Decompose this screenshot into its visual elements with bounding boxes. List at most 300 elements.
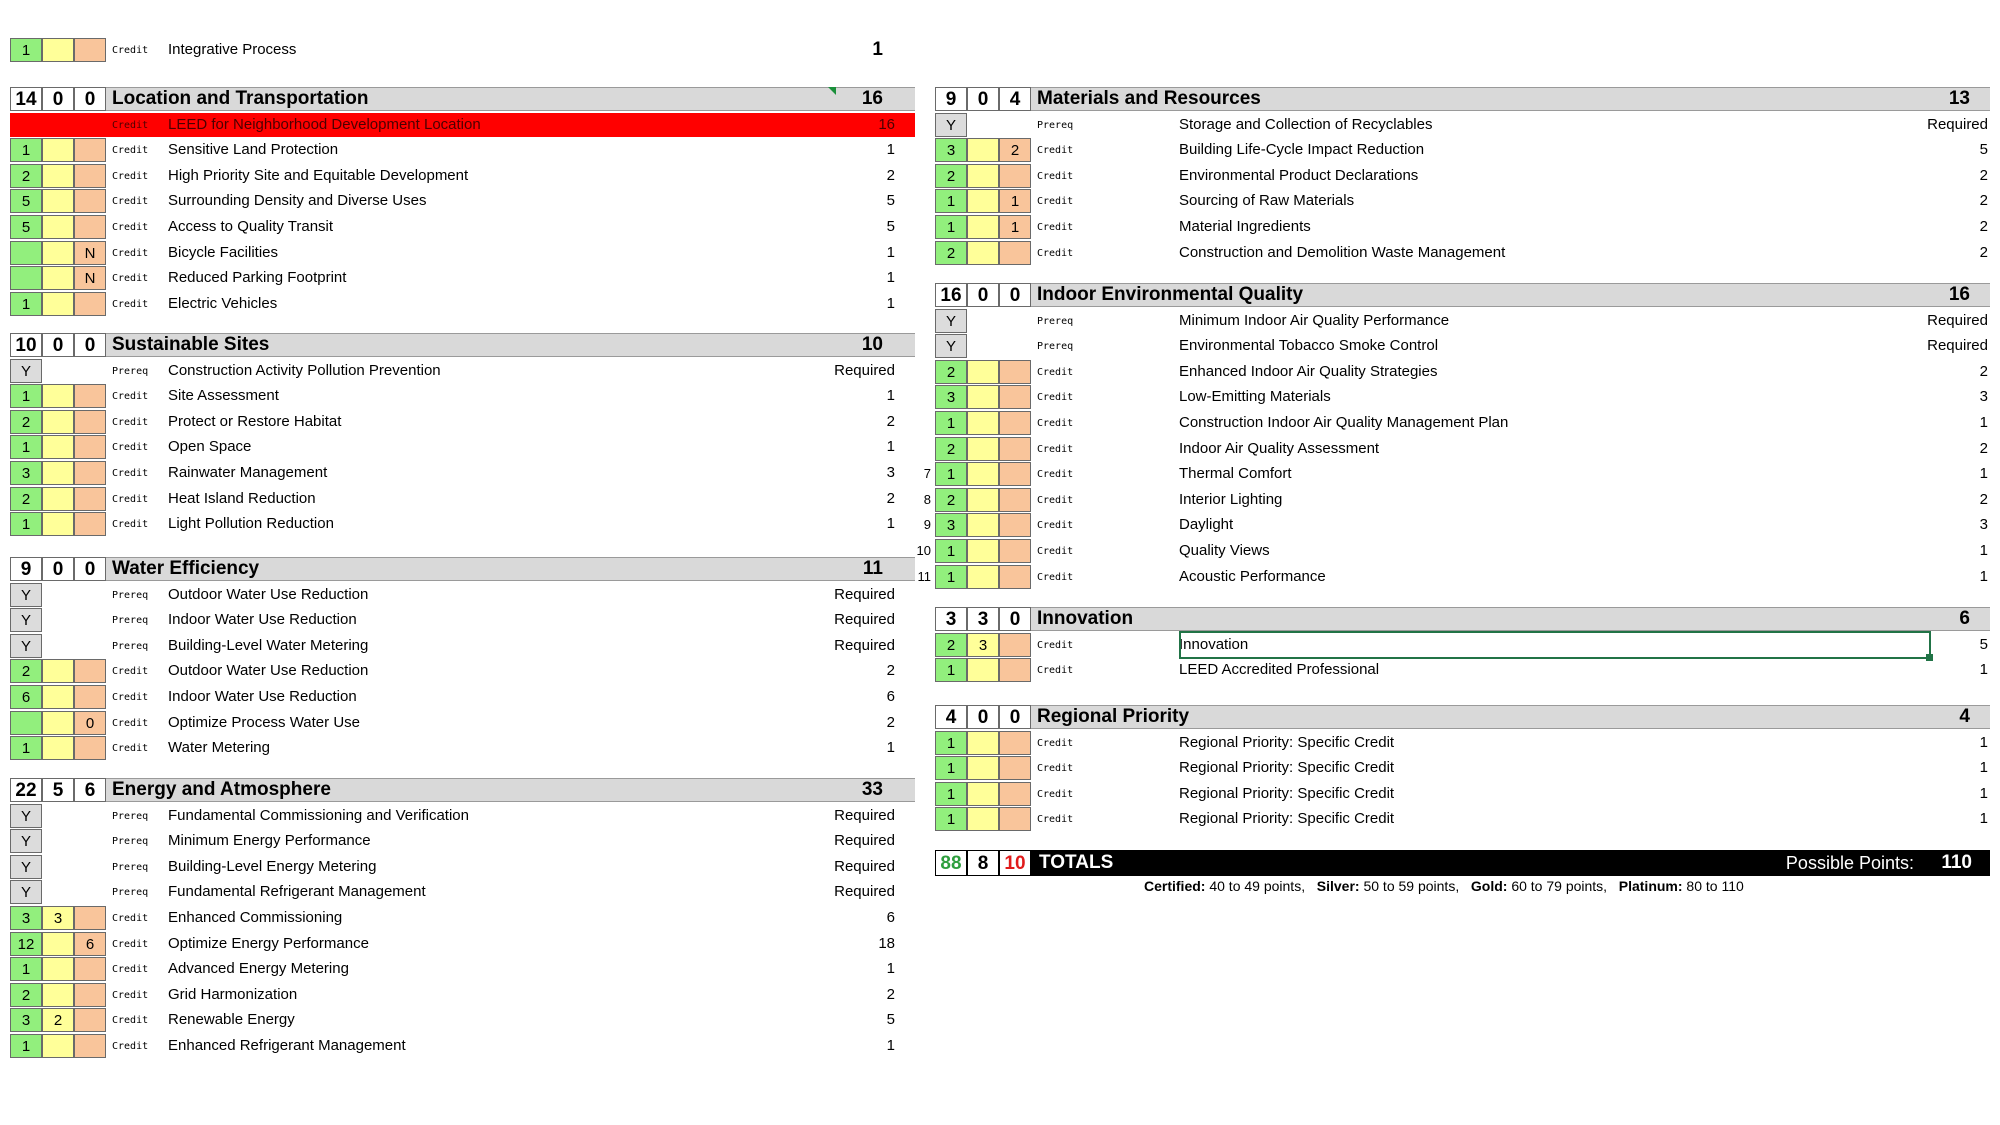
yes-cell[interactable]: 1 bbox=[10, 384, 42, 408]
item-name[interactable]: Outdoor Water Use Reduction bbox=[168, 662, 369, 680]
no-cell[interactable] bbox=[74, 292, 106, 316]
maybe-cell[interactable] bbox=[967, 807, 999, 831]
item-type-label: Credit bbox=[1037, 145, 1074, 157]
section-possible-points: 11 bbox=[862, 558, 883, 579]
maybe-cell[interactable]: 2 bbox=[42, 1008, 74, 1032]
maybe-cell[interactable] bbox=[967, 462, 999, 486]
item-name[interactable]: Environmental Tobacco Smoke Control bbox=[1179, 337, 1439, 355]
item-name[interactable]: Indoor Water Use Reduction bbox=[168, 611, 357, 629]
section-possible-points: 13 bbox=[1948, 88, 1970, 109]
item-points: 1 bbox=[1979, 567, 1988, 585]
item-name[interactable]: Access to Quality Transit bbox=[168, 218, 334, 235]
maybe-cell[interactable] bbox=[42, 435, 74, 459]
item-name[interactable]: Regional Priority: Specific Credit bbox=[1179, 759, 1395, 777]
item-points: 2 bbox=[886, 489, 895, 507]
maybe-cell[interactable] bbox=[42, 138, 74, 162]
yes-cell[interactable]: 1 bbox=[935, 756, 967, 780]
maybe-cell[interactable] bbox=[42, 487, 74, 511]
item-points: 6 bbox=[886, 688, 895, 705]
item-type-label: Credit bbox=[112, 222, 149, 233]
yes-cell[interactable]: 3 bbox=[10, 461, 42, 485]
no-cell[interactable] bbox=[74, 487, 106, 511]
credit-row bbox=[10, 461, 915, 485]
credit-row bbox=[935, 360, 1990, 384]
item-name[interactable]: Regional Priority: Specific Credit bbox=[1179, 810, 1395, 828]
item-name[interactable]: Advanced Energy Metering bbox=[168, 960, 349, 978]
credit-row bbox=[935, 411, 1990, 435]
credit-row bbox=[10, 410, 915, 434]
item-name[interactable]: Site Assessment bbox=[168, 387, 279, 405]
yes-cell[interactable]: 1 bbox=[935, 658, 967, 682]
item-type-label: Credit bbox=[112, 666, 149, 678]
yes-cell[interactable]: 12 bbox=[10, 932, 42, 956]
item-name[interactable]: Indoor Air Quality Assessment bbox=[1179, 439, 1380, 457]
yes-cell[interactable]: 1 bbox=[935, 807, 967, 831]
no-cell[interactable] bbox=[74, 983, 106, 1007]
maybe-cell[interactable] bbox=[42, 461, 74, 485]
prereq-status-cell[interactable]: Y bbox=[10, 359, 42, 383]
item-type-label: Credit bbox=[112, 692, 149, 703]
yes-cell[interactable]: 2 bbox=[10, 983, 42, 1007]
yes-cell[interactable]: 1 bbox=[935, 411, 967, 435]
item-points: 1 bbox=[1979, 465, 1988, 483]
section-maybe-total: 3 bbox=[967, 607, 999, 631]
no-cell[interactable] bbox=[999, 437, 1031, 461]
maybe-cell[interactable] bbox=[42, 164, 74, 188]
no-cell[interactable] bbox=[74, 685, 106, 709]
item-name[interactable]: Reduced Parking Footprint bbox=[168, 269, 347, 287]
no-cell[interactable] bbox=[74, 461, 106, 485]
yes-cell[interactable]: 2 bbox=[10, 659, 42, 683]
no-cell[interactable] bbox=[999, 658, 1031, 682]
maybe-cell[interactable] bbox=[42, 685, 74, 709]
yes-cell[interactable]: 1 bbox=[935, 462, 967, 486]
no-cell[interactable] bbox=[999, 539, 1031, 563]
item-name[interactable]: Interior Lighting bbox=[1179, 490, 1283, 508]
item-points: Required bbox=[1927, 311, 1988, 329]
no-cell[interactable] bbox=[999, 462, 1031, 486]
yes-cell[interactable]: 2 bbox=[935, 437, 967, 461]
no-cell[interactable] bbox=[999, 756, 1031, 780]
credit-row bbox=[935, 215, 1990, 239]
maybe-cell[interactable] bbox=[967, 731, 999, 755]
maybe-cell[interactable] bbox=[967, 241, 999, 265]
maybe-cell[interactable] bbox=[42, 659, 74, 683]
credit-row bbox=[923, 488, 1990, 512]
yes-cell[interactable] bbox=[10, 241, 42, 265]
yes-cell[interactable]: 1 bbox=[935, 539, 967, 563]
maybe-cell[interactable] bbox=[967, 189, 999, 213]
yes-cell[interactable]: 1 bbox=[935, 215, 967, 239]
no-cell[interactable] bbox=[999, 385, 1031, 409]
maybe-cell[interactable] bbox=[42, 1034, 74, 1058]
item-name[interactable]: Fundamental Refrigerant Management bbox=[168, 883, 426, 901]
yes-cell[interactable]: 2 bbox=[935, 241, 967, 265]
item-name[interactable]: Renewable Energy bbox=[168, 1011, 295, 1029]
section-no-total: 6 bbox=[74, 778, 106, 802]
yes-cell[interactable]: 1 bbox=[10, 38, 42, 62]
credit-row bbox=[935, 334, 1990, 358]
prereq-status-cell[interactable]: Y bbox=[935, 309, 967, 333]
item-points: 2 bbox=[886, 713, 895, 731]
item-points: 2 bbox=[1979, 192, 1988, 210]
item-name[interactable]: Building Life-Cycle Impact Reduction bbox=[1179, 141, 1425, 159]
item-name[interactable]: Low-Emitting Materials bbox=[1179, 388, 1331, 406]
no-cell[interactable]: 2 bbox=[999, 138, 1031, 162]
section-yes-total: 16 bbox=[935, 283, 967, 307]
yes-cell[interactable]: 3 bbox=[10, 906, 42, 930]
no-cell[interactable] bbox=[999, 360, 1031, 384]
yes-cell[interactable] bbox=[10, 266, 42, 290]
item-name[interactable]: LEED for Neighborhood Development Location bbox=[168, 115, 481, 133]
yes-cell[interactable]: 1 bbox=[935, 731, 967, 755]
item-name[interactable]: Heat Island Reduction bbox=[168, 489, 316, 507]
prereq-status-cell[interactable]: Y bbox=[10, 804, 42, 828]
credit-row bbox=[935, 437, 1990, 461]
yes-cell[interactable]: 6 bbox=[10, 685, 42, 709]
no-cell[interactable] bbox=[999, 565, 1031, 589]
maybe-cell[interactable] bbox=[42, 736, 74, 760]
credit-row bbox=[10, 880, 915, 904]
credit-row bbox=[10, 512, 915, 536]
no-cell[interactable]: N bbox=[74, 241, 106, 265]
credit-row bbox=[10, 359, 915, 383]
item-name[interactable]: Fundamental Commissioning and Verification bbox=[168, 806, 469, 824]
item-points: 1 bbox=[1979, 759, 1988, 777]
no-cell[interactable] bbox=[999, 488, 1031, 512]
maybe-cell[interactable] bbox=[967, 513, 999, 537]
item-points: 2 bbox=[1979, 243, 1988, 261]
yes-cell[interactable]: 1 bbox=[935, 189, 967, 213]
yes-cell[interactable]: 2 bbox=[935, 360, 967, 384]
section-title: Materials and Resources bbox=[1037, 88, 1261, 109]
maybe-cell[interactable] bbox=[967, 539, 999, 563]
maybe-cell[interactable] bbox=[42, 957, 74, 981]
item-name[interactable]: Enhanced Indoor Air Quality Strategies bbox=[1179, 362, 1438, 380]
item-type-label: Credit bbox=[112, 743, 149, 755]
credit-row bbox=[10, 685, 915, 709]
maybe-cell[interactable] bbox=[967, 488, 999, 512]
row-number: 7 bbox=[923, 466, 931, 482]
item-points: 5 bbox=[1979, 635, 1988, 653]
legend-level-range: 50 to 59 points, bbox=[1359, 878, 1464, 894]
maybe-cell[interactable] bbox=[967, 437, 999, 461]
prereq-status-cell[interactable]: Y bbox=[10, 634, 42, 658]
item-name[interactable]: Grid Harmonization bbox=[168, 985, 298, 1003]
item-name[interactable]: Rainwater Management bbox=[168, 464, 328, 481]
maybe-cell[interactable] bbox=[967, 138, 999, 162]
maybe-cell[interactable] bbox=[42, 711, 74, 735]
item-type-label: Prereq bbox=[112, 589, 149, 601]
item-name[interactable]: Optimize Process Water Use bbox=[168, 713, 360, 731]
yes-cell[interactable]: 2 bbox=[935, 633, 967, 657]
no-cell[interactable] bbox=[74, 736, 106, 760]
yes-cell[interactable]: 2 bbox=[935, 488, 967, 512]
yes-cell[interactable]: 1 bbox=[935, 565, 967, 589]
maybe-cell[interactable] bbox=[42, 292, 74, 316]
section-possible-points: 4 bbox=[1959, 706, 1970, 727]
section-header-mr bbox=[935, 87, 1990, 111]
maybe-cell[interactable] bbox=[42, 38, 74, 62]
item-name[interactable]: Building-Level Water Metering bbox=[168, 636, 369, 654]
maybe-cell[interactable] bbox=[42, 189, 74, 213]
no-cell[interactable] bbox=[999, 241, 1031, 265]
prereq-status-cell[interactable]: Y bbox=[10, 583, 42, 607]
item-type-label: Credit bbox=[1037, 222, 1074, 233]
item-points: 3 bbox=[1979, 516, 1988, 534]
item-type-label: Credit bbox=[112, 989, 149, 1001]
prereq-status-cell[interactable]: Y bbox=[935, 334, 967, 358]
item-type-label: Credit bbox=[112, 519, 149, 531]
maybe-cell[interactable] bbox=[967, 215, 999, 239]
maybe-cell[interactable] bbox=[42, 266, 74, 290]
no-cell[interactable] bbox=[74, 164, 106, 188]
no-cell[interactable]: 0 bbox=[74, 711, 106, 735]
yes-cell[interactable]: 1 bbox=[10, 138, 42, 162]
item-type-label: Credit bbox=[1037, 494, 1074, 506]
no-cell[interactable] bbox=[74, 215, 106, 239]
yes-cell[interactable]: 3 bbox=[935, 385, 967, 409]
credit-row bbox=[10, 583, 915, 607]
prereq-status-cell[interactable]: Y bbox=[10, 880, 42, 904]
item-points: 6 bbox=[886, 909, 895, 926]
item-name[interactable]: Minimum Energy Performance bbox=[168, 832, 371, 850]
legend-level-label: Gold: bbox=[1470, 878, 1508, 894]
no-cell[interactable]: 1 bbox=[999, 189, 1031, 213]
yes-cell[interactable]: 1 bbox=[935, 782, 967, 806]
item-points: 1 bbox=[1979, 661, 1988, 679]
no-cell[interactable] bbox=[999, 633, 1031, 657]
maybe-cell[interactable] bbox=[967, 565, 999, 589]
legend-level-range: 60 to 79 points, bbox=[1507, 878, 1611, 894]
no-cell[interactable] bbox=[74, 384, 106, 408]
item-name[interactable]: Optimize Energy Performance bbox=[168, 934, 369, 952]
section-header-we bbox=[10, 557, 915, 581]
section-no-total: 0 bbox=[74, 87, 106, 111]
maybe-cell[interactable] bbox=[967, 411, 999, 435]
maybe-cell[interactable] bbox=[967, 385, 999, 409]
item-name[interactable]: Outdoor Water Use Reduction bbox=[168, 585, 369, 603]
no-cell[interactable] bbox=[999, 411, 1031, 435]
item-points: 2 bbox=[1979, 362, 1988, 380]
maybe-cell[interactable] bbox=[967, 756, 999, 780]
no-cell[interactable] bbox=[74, 1034, 106, 1058]
maybe-cell[interactable] bbox=[967, 164, 999, 188]
item-type-label: Credit bbox=[112, 938, 149, 950]
no-cell[interactable] bbox=[74, 113, 106, 137]
yes-cell[interactable] bbox=[10, 711, 42, 735]
section-header-rp bbox=[935, 705, 1990, 729]
section-maybe-total: 0 bbox=[42, 557, 74, 581]
item-points: 2 bbox=[886, 662, 895, 680]
yes-cell[interactable]: 3 bbox=[935, 513, 967, 537]
maybe-cell[interactable] bbox=[42, 410, 74, 434]
no-cell[interactable] bbox=[999, 164, 1031, 188]
row-number: 11 bbox=[917, 568, 931, 584]
maybe-cell[interactable] bbox=[967, 658, 999, 682]
total-yes: 88 bbox=[935, 850, 967, 876]
item-name[interactable]: Construction Indoor Air Quality Management Plan bbox=[1179, 414, 1509, 431]
item-type-label: Credit bbox=[112, 416, 149, 428]
item-points: 5 bbox=[886, 1011, 895, 1029]
item-name[interactable]: Sensitive Land Protection bbox=[168, 141, 339, 159]
item-name[interactable]: Protect or Restore Habitat bbox=[168, 412, 342, 430]
item-name[interactable]: Building-Level Energy Metering bbox=[168, 857, 377, 875]
item-name[interactable]: High Priority Site and Equitable Development bbox=[168, 166, 469, 184]
prereq-status-cell[interactable]: Y bbox=[10, 855, 42, 879]
yes-cell[interactable] bbox=[10, 113, 42, 137]
maybe-cell[interactable] bbox=[42, 384, 74, 408]
yes-cell[interactable]: 5 bbox=[10, 189, 42, 213]
no-cell[interactable] bbox=[74, 38, 106, 62]
credit-row bbox=[10, 241, 915, 265]
section-yes-total: 14 bbox=[10, 87, 42, 111]
item-name[interactable]: Storage and Collection of Recyclables bbox=[1179, 115, 1433, 133]
credit-row bbox=[935, 731, 1990, 755]
item-name[interactable]: Surrounding Density and Diverse Uses bbox=[168, 192, 427, 210]
no-cell[interactable]: 6 bbox=[74, 932, 106, 956]
credit-row bbox=[935, 138, 1990, 162]
prereq-status-cell[interactable]: Y bbox=[10, 829, 42, 853]
no-cell[interactable] bbox=[74, 1008, 106, 1032]
yes-cell[interactable]: 2 bbox=[10, 410, 42, 434]
no-cell[interactable] bbox=[74, 410, 106, 434]
item-name[interactable]: Thermal Comfort bbox=[1179, 465, 1292, 483]
maybe-cell[interactable] bbox=[42, 983, 74, 1007]
no-cell[interactable] bbox=[74, 512, 106, 536]
no-cell[interactable] bbox=[999, 782, 1031, 806]
item-type-label: Prereq bbox=[112, 365, 149, 377]
item-type-label: Credit bbox=[112, 247, 149, 259]
item-points: 1 bbox=[872, 39, 883, 60]
item-name[interactable]: Integrative Process bbox=[168, 41, 297, 58]
credit-row bbox=[935, 782, 1990, 806]
maybe-cell[interactable] bbox=[967, 782, 999, 806]
item-name[interactable]: Construction Activity Pollution Prevention bbox=[168, 361, 441, 379]
yes-cell[interactable]: 3 bbox=[10, 1008, 42, 1032]
item-name[interactable]: Open Space bbox=[168, 438, 252, 456]
credit-row bbox=[10, 215, 915, 239]
prereq-status-cell[interactable]: Y bbox=[935, 113, 967, 137]
yes-cell[interactable]: 1 bbox=[10, 957, 42, 981]
item-name[interactable]: Light Pollution Reduction bbox=[168, 515, 334, 533]
credit-row bbox=[10, 487, 915, 511]
item-name[interactable]: Daylight bbox=[1179, 516, 1234, 534]
maybe-cell[interactable] bbox=[967, 360, 999, 384]
maybe-cell[interactable] bbox=[42, 215, 74, 239]
item-points: 2 bbox=[886, 985, 895, 1003]
yes-cell[interactable]: 5 bbox=[10, 215, 42, 239]
yes-cell[interactable]: 1 bbox=[10, 736, 42, 760]
no-cell[interactable] bbox=[74, 659, 106, 683]
item-name[interactable]: Quality Views bbox=[1179, 542, 1270, 559]
item-type-label: Credit bbox=[1037, 443, 1074, 455]
item-name[interactable]: Construction and Demolition Waste Management bbox=[1179, 243, 1506, 261]
no-cell[interactable] bbox=[74, 435, 106, 459]
maybe-cell[interactable] bbox=[42, 932, 74, 956]
yes-cell[interactable]: 2 bbox=[10, 164, 42, 188]
item-name[interactable]: Water Metering bbox=[168, 739, 270, 757]
item-name[interactable]: Minimum Indoor Air Quality Performance bbox=[1179, 311, 1450, 329]
item-type-label: Prereq bbox=[1037, 119, 1074, 131]
item-name[interactable]: Environmental Product Declarations bbox=[1179, 166, 1419, 184]
maybe-cell[interactable] bbox=[42, 241, 74, 265]
yes-cell[interactable]: 2 bbox=[10, 487, 42, 511]
row-number: 8 bbox=[923, 491, 931, 507]
item-name[interactable]: Bicycle Facilities bbox=[168, 243, 279, 261]
yes-cell[interactable]: 2 bbox=[935, 164, 967, 188]
maybe-cell[interactable] bbox=[42, 512, 74, 536]
item-points: Required bbox=[834, 611, 895, 629]
item-name[interactable]: Sourcing of Raw Materials bbox=[1179, 192, 1355, 210]
yes-cell[interactable]: 1 bbox=[10, 435, 42, 459]
no-cell[interactable] bbox=[74, 138, 106, 162]
item-name[interactable]: Regional Priority: Specific Credit bbox=[1179, 733, 1395, 751]
item-points: 5 bbox=[886, 192, 895, 210]
no-cell[interactable] bbox=[999, 731, 1031, 755]
yes-cell[interactable]: 1 bbox=[10, 512, 42, 536]
item-name[interactable]: Enhanced Refrigerant Management bbox=[168, 1037, 406, 1054]
credit-row bbox=[10, 292, 915, 316]
item-points: 3 bbox=[886, 464, 895, 481]
yes-cell[interactable]: 1 bbox=[10, 1034, 42, 1058]
item-name[interactable]: Electric Vehicles bbox=[168, 294, 278, 312]
item-points: 2 bbox=[1979, 218, 1988, 235]
section-no-total: 4 bbox=[999, 87, 1031, 111]
item-points: 5 bbox=[1979, 141, 1988, 159]
item-name[interactable]: Enhanced Commissioning bbox=[168, 909, 343, 926]
no-cell[interactable] bbox=[999, 513, 1031, 537]
no-cell[interactable] bbox=[74, 957, 106, 981]
section-header-ss bbox=[10, 333, 915, 357]
no-cell[interactable] bbox=[999, 807, 1031, 831]
no-cell[interactable]: N bbox=[74, 266, 106, 290]
section-possible-points: 16 bbox=[1948, 284, 1970, 305]
item-name[interactable]: Material Ingredients bbox=[1179, 218, 1311, 235]
item-name[interactable]: Innovation bbox=[1179, 635, 1249, 653]
no-cell[interactable] bbox=[74, 189, 106, 213]
maybe-cell[interactable]: 3 bbox=[42, 906, 74, 930]
item-type-label: Prereq bbox=[1037, 341, 1074, 353]
item-type-label: Credit bbox=[112, 273, 149, 285]
yes-cell[interactable]: 3 bbox=[935, 138, 967, 162]
item-points: 18 bbox=[878, 934, 895, 952]
total-maybe: 8 bbox=[967, 850, 999, 876]
no-cell[interactable]: 1 bbox=[999, 215, 1031, 239]
item-points: 1 bbox=[1979, 414, 1988, 431]
credit-row bbox=[935, 633, 1990, 657]
item-type-label: Credit bbox=[1037, 196, 1074, 208]
row-number: 9 bbox=[923, 517, 931, 533]
yes-cell[interactable]: 1 bbox=[10, 292, 42, 316]
item-name[interactable]: Acoustic Performance bbox=[1179, 567, 1326, 585]
section-possible-points: 10 bbox=[861, 334, 883, 355]
credit-row bbox=[935, 658, 1990, 682]
prereq-status-cell[interactable]: Y bbox=[10, 608, 42, 632]
item-points: 3 bbox=[1979, 388, 1988, 406]
credit-row bbox=[10, 1034, 915, 1058]
no-cell[interactable] bbox=[74, 906, 106, 930]
selected-cell-outline[interactable] bbox=[1179, 631, 1931, 659]
section-header-lt bbox=[10, 87, 915, 111]
maybe-cell[interactable] bbox=[42, 113, 74, 137]
credit-row bbox=[916, 539, 1990, 563]
maybe-cell[interactable]: 3 bbox=[967, 633, 999, 657]
item-name[interactable]: LEED Accredited Professional bbox=[1179, 661, 1380, 679]
item-name[interactable]: Regional Priority: Specific Credit bbox=[1179, 784, 1395, 802]
section-yes-total: 4 bbox=[935, 705, 967, 729]
item-name[interactable]: Indoor Water Use Reduction bbox=[168, 688, 357, 705]
